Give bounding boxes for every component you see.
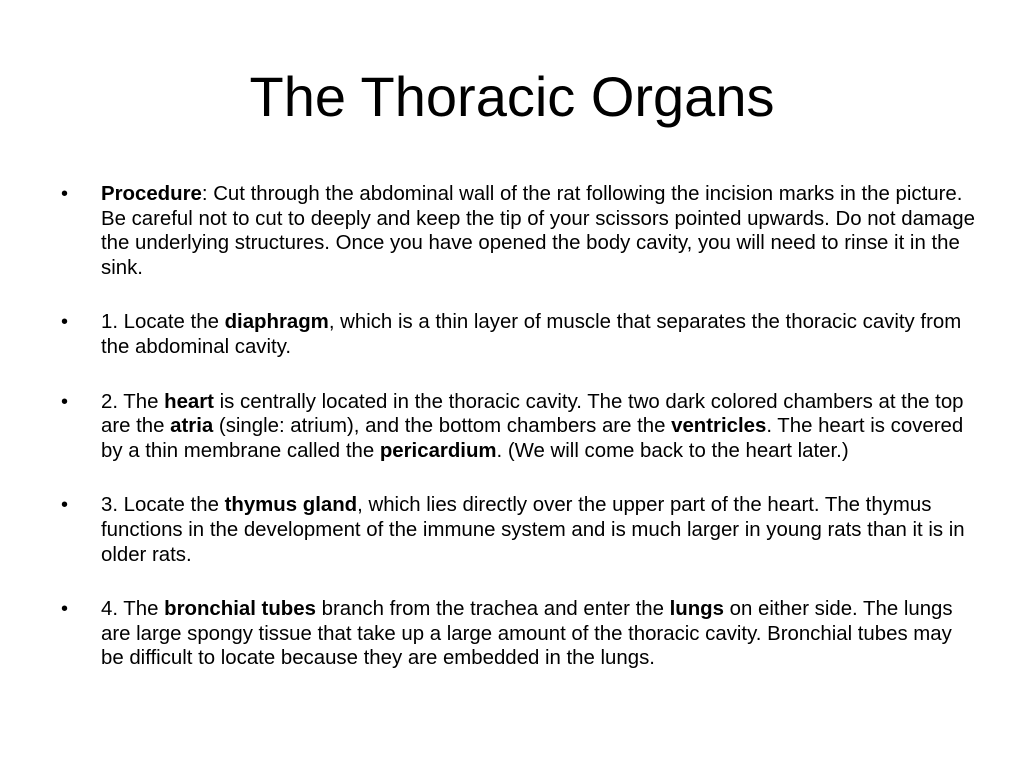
bullet-item: [55, 182, 975, 280]
bullet-marker: •: [61, 311, 69, 334]
text-run: branch from the trachea and enter the: [315, 598, 670, 621]
bullet-item: [55, 493, 975, 567]
bullet-item: [55, 597, 975, 671]
text-run: 4. The: [101, 598, 165, 621]
bullet-item: [55, 390, 975, 464]
text-run: , which lies directly over the upper part of the heart. The thymus functions in the development of the immune system and is much larger in young rats than it is in older rats.: [101, 494, 965, 566]
bullet-text: [101, 311, 961, 358]
bullet-text: [101, 183, 975, 279]
bold-term: Procedure: [101, 183, 202, 205]
text-run: is centrally located in the thoracic cavity. The two dark colored chambers at the top are the: [101, 390, 964, 438]
text-run: 1. Locate the: [101, 311, 225, 334]
bullet-list: [55, 182, 975, 701]
bullet-marker: •: [61, 598, 69, 621]
text-run: 2. The: [101, 390, 165, 413]
text-run: 3. Locate the: [101, 494, 225, 517]
bullet-marker: •: [61, 183, 69, 205]
bullet-marker: •: [61, 494, 69, 517]
bold-term: diaphragm: [224, 311, 329, 334]
bullet-text: [101, 598, 953, 669]
bold-term: bronchial tubes: [164, 598, 316, 621]
bullet-text: [101, 391, 964, 462]
bold-term: atria: [170, 415, 214, 438]
text-run: , which is a thin layer of muscle that separates the thoracic cavity from the abdominal cavity.: [101, 311, 962, 358]
text-run: . (We will come back to the heart later.): [496, 439, 849, 462]
bullet-item: [55, 310, 975, 359]
text-run: : Cut through the abdominal wall of the rat following the incision marks in the picture. Be careful not to cut to deeply and keep the tip of your scissors pointed upwards. Do not damage the underlying structures. Once you have opened the body cavity, you will need to rinse it in the sink.: [101, 183, 975, 279]
text-run: . The heart is covered by a thin membrane called the: [101, 415, 964, 462]
text-run: (single: atrium), and the bottom chambers are the: [213, 415, 672, 438]
bullet-text: [101, 494, 965, 565]
slide-title: The Thoracic Organs: [249, 65, 775, 128]
bold-term: thymus gland: [224, 494, 358, 517]
bullet-marker: •: [61, 390, 69, 413]
text-run: on either side. The lungs are large spongy tissue that take up a large amount of the thoracic cavity. Bronchial tubes may be difficult to locate because they are embedded in the lungs.: [101, 598, 953, 670]
bold-term: ventricles: [671, 415, 767, 438]
bold-term: heart: [164, 390, 214, 413]
bold-term: pericardium: [379, 439, 497, 462]
bold-term: lungs: [669, 598, 724, 621]
